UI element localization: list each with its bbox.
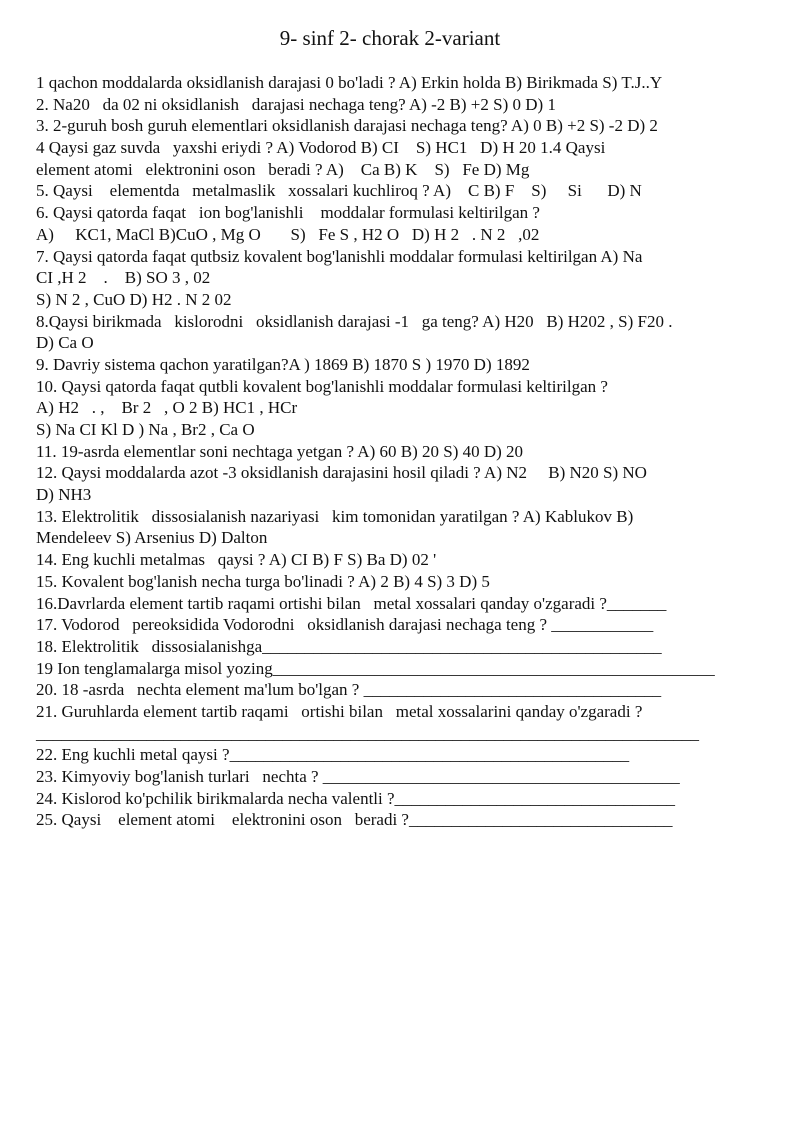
question-line: 2. Na20 da 02 ni oksidlanish darajasi nechaga teng? A) -2 B) +2 S) 0 D) 1 <box>36 94 556 114</box>
question-line: 19 Ion tenglamalarga misol yozing____________________________________________________ <box>36 658 715 678</box>
question-line: A) KC1, MaCl B)CuO , Mg O S) Fe S , H2 O D) H 2 . N 2 ,02 <box>36 224 540 244</box>
question-line: 5. Qaysi elementda metalmaslik xossalari kuchliroq ? A) C B) F S) Si D) N <box>36 181 642 201</box>
question-line: 14. Eng kuchli metalmas qaysi ? A) CI B) F S) Ba D) 02 ' <box>36 550 437 570</box>
question-line: CI ,H 2 . B) SO 3 , 02 <box>36 268 211 288</box>
question-line: 17. Vodorod pereoksidida Vodorodni oksidlanish darajasi nechaga teng ? ____________ <box>36 615 654 635</box>
question-line: 10. Qaysi qatorda faqat qutbli kovalent bog'lanishli moddalar formulasi keltirilgan ? <box>36 376 608 396</box>
question-line: S) N 2 , CuO D) H2 . N 2 02 <box>36 289 232 309</box>
question-line: Mendeleev S) Arsenius D) Dalton <box>36 528 268 548</box>
page-title: 9- sinf 2- chorak 2-variant <box>279 26 501 50</box>
question-line: 7. Qaysi qatorda faqat qutbsiz kovalent bog'lanishli moddalar formulasi keltirilgan A) Na <box>36 246 643 266</box>
question-line: 22. Eng kuchli metal qaysi ?_______________________________________________ <box>36 745 630 765</box>
question-line: 8.Qaysi birikmada kislorodni oksidlanish darajasi -1 ga teng? A) H20 B) H202 , S) F20 . <box>36 311 673 331</box>
question-list <box>36 72 776 831</box>
question-line: S) Na CI Kl D ) Na , Br2 , Ca O <box>36 420 255 439</box>
question-line: 6. Qaysi qatorda faqat ion bog'lanishli moddalar formulasi keltirilgan ? <box>36 203 540 223</box>
question-line: 9. Davriy sistema qachon yaratilgan?A ) 1869 B) 1870 S ) 1970 D) 1892 <box>36 354 530 374</box>
question-line: 16.Davrlarda element tartib raqami ortishi bilan metal xossalari qanday o'zgaradi ?_______ <box>36 593 667 613</box>
question-line: 15. Kovalent bog'lanish necha turga bo'linadi ? A) 2 B) 4 S) 3 D) 5 <box>36 571 490 591</box>
question-line: 24. Kislorod ko'pchilik birikmalarda necha valentli ?_________________________________ <box>36 788 676 808</box>
question-line: A) H2 . , Br 2 , O 2 B) HC1 , HCr <box>36 398 298 418</box>
question-line: element atomi elektronini oson beradi ? A) Ca B) K S) Fe D) Mg <box>36 159 530 179</box>
question-line: 11. 19-asrda elementlar soni nechtaga yetgan ? A) 60 B) 20 S) 40 D) 20 <box>36 441 524 461</box>
question-line: 13. Elektrolitik dissosialanish nazariyasi kim tomonidan yaratilgan ? A) Kablukov B) <box>36 506 634 526</box>
question-line: 3. 2-guruh bosh guruh elementlari oksidlanish darajasi nechaga teng? A) 0 B) +2 S) -2 D) 2 <box>36 116 658 136</box>
question-line: 18. Elektrolitik dissosialanishga_______________________________________________ <box>36 636 662 656</box>
question-line: 20. 18 -asrda nechta element ma'lum bo'lgan ? ___________________________________ <box>36 680 662 700</box>
question-line: D) NH3 <box>36 485 92 505</box>
question-line: D) Ca O <box>36 333 94 353</box>
question-line: 25. Qaysi element atomi elektronini oson beradi ?_______________________________ <box>36 810 673 830</box>
question-line: 1 qachon moddalarda oksidlanish darajasi 0 bo'ladi ? A) Erkin holda B) Birikmada S) T.J..Y <box>36 73 663 92</box>
question-line: 23. Kimyoviy bog'lanish turlari nechta ? __________________________________________ <box>36 767 680 786</box>
question-line: 12. Qaysi moddalarda azot -3 oksidlanish darajasini hosil qiladi ? A) N2 B) N20 S) NO <box>36 463 647 483</box>
question-line: 21. Guruhlarda element tartib raqami ortishi bilan metal xossalarini qanday o'zgaradi ? <box>36 701 643 721</box>
question-line: 4 Qaysi gaz suvda yaxshi eriydi ? A) Vodorod B) CI S) HC1 D) H 20 1.4 Qaysi <box>36 138 606 158</box>
question-line: ______________________________________________________________________________ <box>36 723 699 743</box>
